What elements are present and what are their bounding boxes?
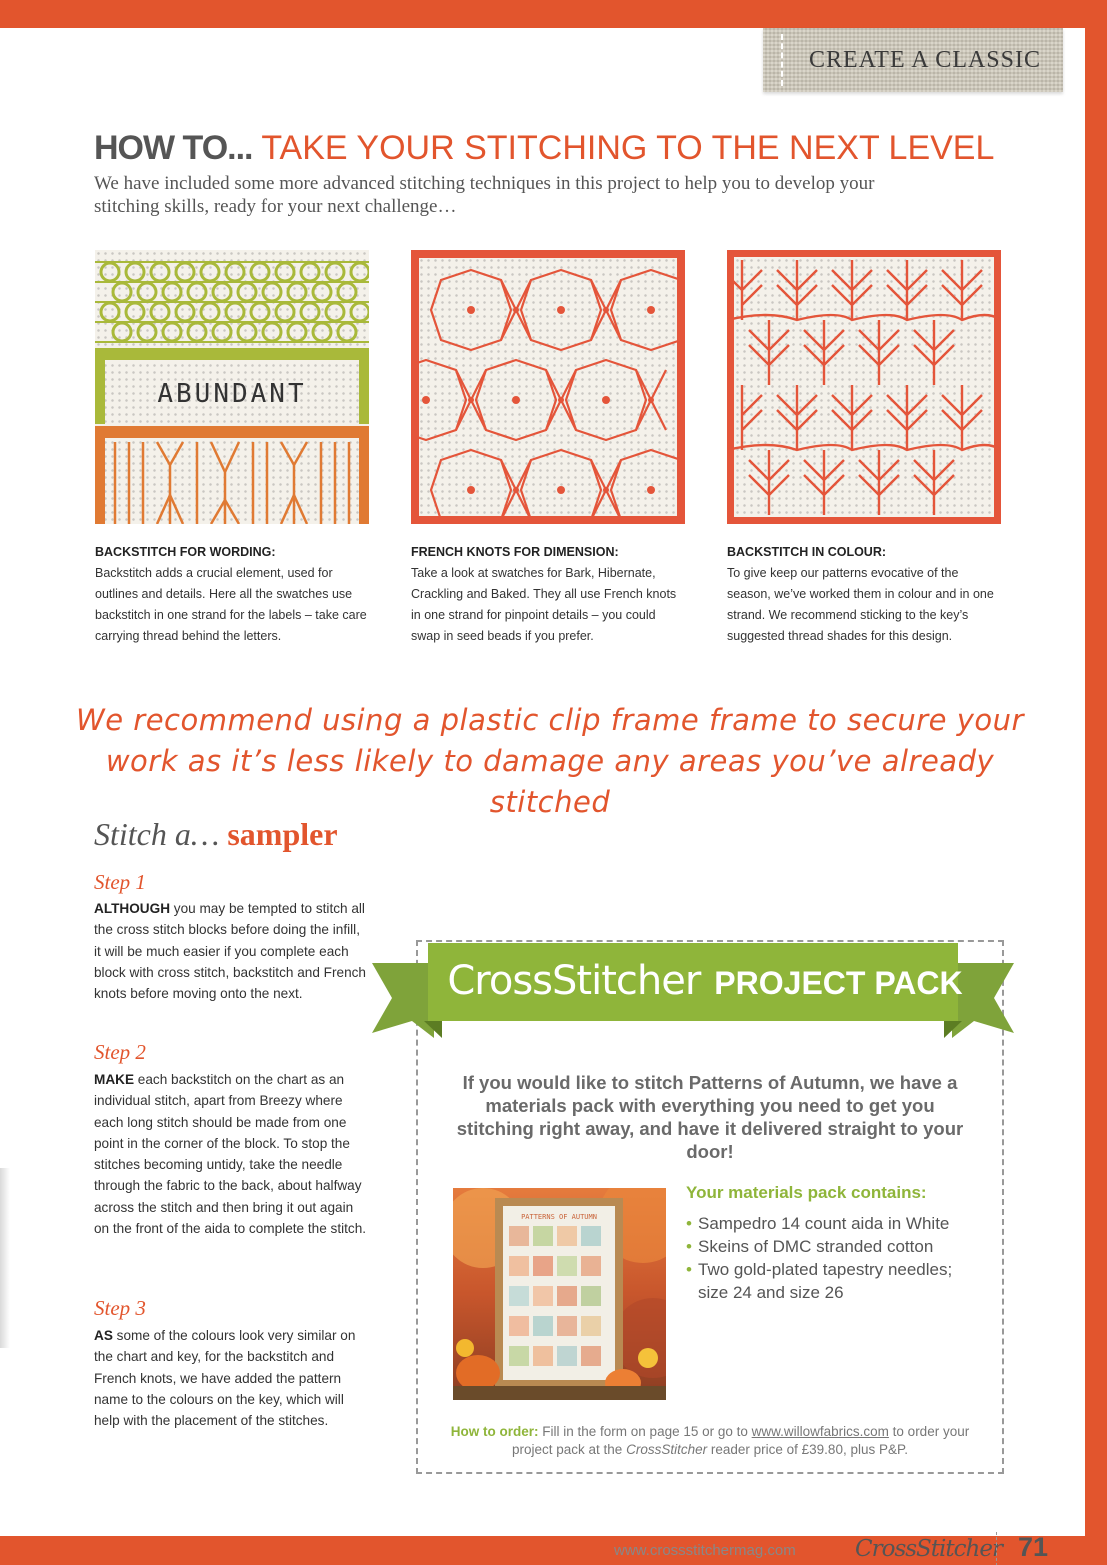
contains-item: • Skeins of DMC stranded cotton xyxy=(686,1235,986,1258)
sampler-title-word: sampler xyxy=(227,816,338,852)
caption-french-knots-body: Take a look at swatches for Bark, Hibernate, Crackling and Baked. They all use French knots in one strand for pinpoint details – you could swap in seed beads if you prefer. xyxy=(411,566,677,643)
step-1-heading: Step 1 xyxy=(94,870,146,894)
order-text-3: reader price of £39.80, plus P&P. xyxy=(707,1442,908,1457)
step-1-text xyxy=(94,898,369,1004)
title-bold: HOW TO... xyxy=(94,129,253,167)
project-pack-photo xyxy=(453,1188,666,1400)
step-3-body: some of the colours look very similar on the chart and key, for the backstitch and French knots, we have added the pattern name to the colours on the key, which will help with the placement of the stitches. xyxy=(94,1328,356,1429)
intro-text: We have included some more advanced stitching techniques in this project to help you to develop your stitching skills, ready for your next challenge… xyxy=(94,173,875,217)
step-2-body: each backstitch on the chart as an individual stitch, apart from Breezy where each long stitch should be made from one point in the corner of the block. To stop the stitches becoming untidy, take the needle through the fabric to the back, about halfway across the stitch and then bring it out again on the front of the aida to complete the stitch. xyxy=(94,1072,367,1237)
caption-colour xyxy=(727,542,1002,647)
caption-french-knots-title: FRENCH KNOTS FOR DIMENSION: xyxy=(411,545,619,559)
pull-quote: We recommend using a plastic clip frame frame to secure your work as it’s less likely to damage any areas you’ve already stitched xyxy=(76,703,1024,819)
swatch-wording-image xyxy=(95,250,369,524)
swatch-label-text: ABUNDANT xyxy=(157,379,307,409)
order-text-1: Fill in the form on page 15 or go to xyxy=(538,1424,752,1439)
caption-french-knots xyxy=(411,542,686,647)
step-1-lead: ALTHOUGH xyxy=(94,901,171,916)
order-url-link[interactable]: www.willowfabrics.com xyxy=(751,1424,889,1439)
footer-brand-logo: CrossStitcher xyxy=(855,1536,1002,1562)
step-1-body: you may be tempted to stitch all the cross stitch blocks before doing the infill, it will be much easier if you complete each block with cross stitch, backstitch and French knots before moving onto the next. xyxy=(94,901,366,1002)
step-2-heading: Step 2 xyxy=(94,1040,146,1064)
footer-url[interactable]: www.crossstitchermag.com xyxy=(614,1542,796,1559)
order-brand: CrossStitcher xyxy=(626,1442,708,1457)
project-pack-intro: If you would like to stitch Patterns of Autumn, we have a materials pack with everything you need to get you stitching right away, and have it delivered straight to your door! xyxy=(456,1072,964,1162)
section-tag-label: CREATE A CLASSIC xyxy=(808,46,1041,73)
step-3-heading: Step 3 xyxy=(94,1296,146,1320)
caption-wording-title: BACKSTITCH FOR WORDING: xyxy=(95,545,276,559)
page-title xyxy=(94,128,994,168)
caption-wording xyxy=(95,542,370,647)
caption-colour-body: To give keep our patterns evocative of the season, we’ve worked them in colour and in one strand. We recommend sticking to the key’s suggested thread shades for this design. xyxy=(727,566,994,643)
swatch-colour-image xyxy=(727,250,1001,524)
step-2-lead: MAKE xyxy=(94,1072,135,1087)
project-pack-label: PROJECT PACK xyxy=(714,965,963,1001)
order-info xyxy=(440,1423,980,1459)
page-number: 71 xyxy=(1018,1532,1049,1562)
contains-item: • Two gold-plated tapestry needles; size 24 and size 26 xyxy=(686,1258,986,1304)
section-tag xyxy=(763,28,1063,92)
title-rest: TAKE YOUR STITCHING TO THE NEXT LEVEL xyxy=(252,129,995,167)
step-2-text xyxy=(94,1069,369,1239)
contains-heading: Your materials pack contains: xyxy=(686,1183,927,1202)
step-3-text xyxy=(94,1325,369,1431)
contains-list xyxy=(686,1212,986,1304)
sampler-title-prefix: Stitch a… xyxy=(94,816,228,852)
contains-item: • Sampedro 14 count aida in White xyxy=(686,1212,986,1235)
order-text-2: to order your project pack at the xyxy=(512,1424,970,1457)
step-3-lead: AS xyxy=(94,1328,113,1343)
order-heading: How to order: xyxy=(450,1424,539,1439)
project-pack-brand: CrossStitcher xyxy=(447,958,701,1004)
caption-colour-title: BACKSTITCH IN COLOUR: xyxy=(727,545,887,559)
sampler-title xyxy=(94,816,338,853)
footer-divider xyxy=(996,1532,997,1565)
project-pack-banner xyxy=(440,958,970,1004)
swatch-french-knots-image xyxy=(411,250,685,524)
photo-title-text: PATTERNS OF AUTUMN xyxy=(521,1213,597,1221)
page-edge-shadow xyxy=(0,1168,10,1348)
magazine-page xyxy=(0,28,1085,1562)
caption-wording-body: Backstitch adds a crucial element, used for outlines and details. Here all the swatches use backstitch in one strand for the labels – take care carrying thread behind the letters. xyxy=(95,566,367,643)
